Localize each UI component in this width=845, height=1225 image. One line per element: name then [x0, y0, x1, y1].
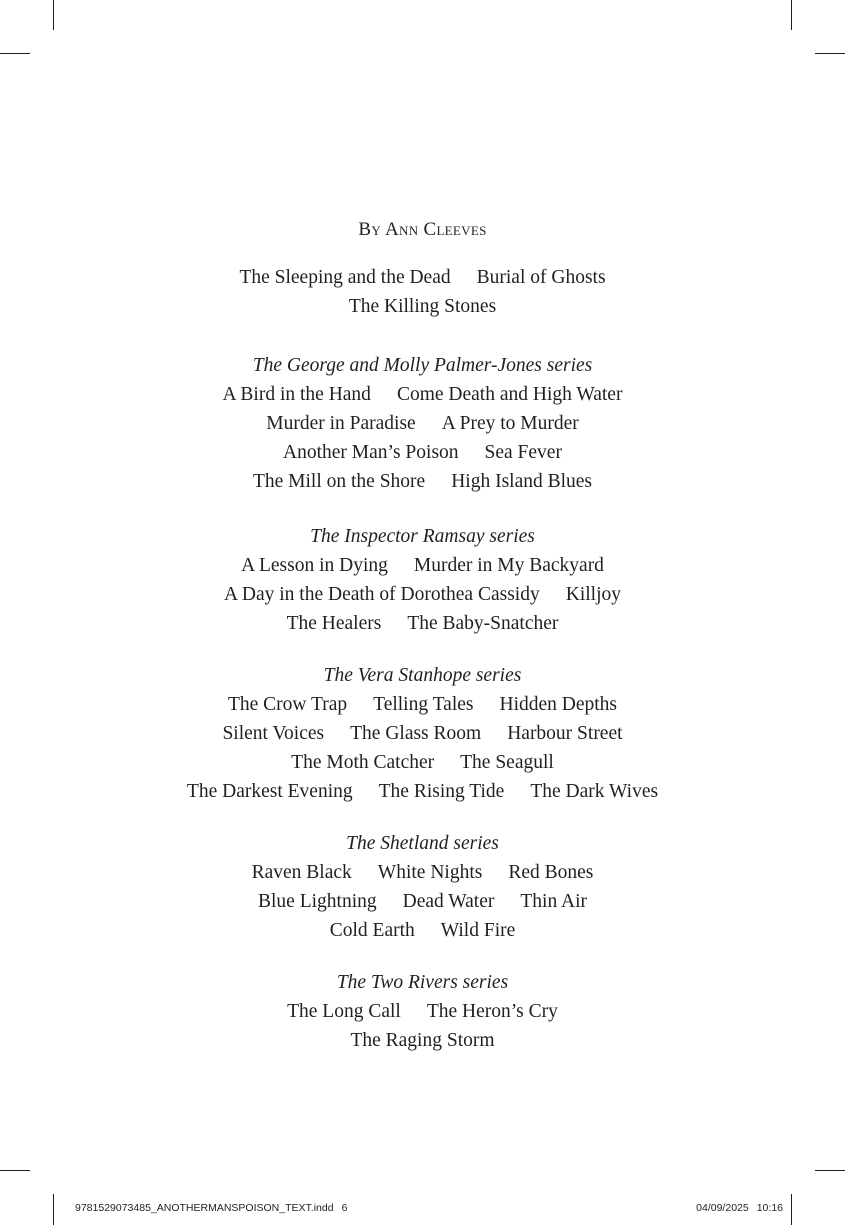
crop-mark-top-left — [53, 0, 54, 30]
series-heading: The George and Molly Palmer-Jones series — [252, 355, 593, 376]
series-heading: The Vera Stanhope series — [323, 665, 522, 686]
book-title: The Sleeping and the Dead — [239, 267, 451, 288]
book-title: The Killing Stones — [348, 296, 497, 317]
series-shetland — [0, 829, 845, 945]
series-vera-stanhope — [0, 661, 845, 806]
book-title: The Mill on the Shore — [252, 471, 426, 492]
book-title: Cold Earth — [329, 920, 415, 941]
title-line — [0, 719, 845, 748]
book-title: A Prey to Murder — [441, 413, 579, 434]
book-title: The Rising Tide — [378, 781, 505, 802]
book-title: Raven Black — [251, 862, 352, 883]
standalone-titles — [0, 263, 845, 321]
title-line — [0, 551, 845, 580]
slug-page-number: 6 — [341, 1202, 348, 1214]
slug-file-info — [75, 1201, 347, 1215]
title-line — [0, 467, 845, 496]
title-line — [0, 690, 845, 719]
author-heading: By Ann Cleeves — [358, 219, 487, 240]
slug-time: 10:16 — [756, 1202, 783, 1214]
book-title: The Glass Room — [350, 723, 482, 744]
book-title: Killjoy — [565, 584, 621, 605]
book-title: Another Man’s Poison — [283, 442, 459, 463]
book-title: Come Death and High Water — [396, 384, 623, 405]
title-line — [0, 858, 845, 887]
book-title: Dead Water — [402, 891, 495, 912]
title-line — [0, 409, 845, 438]
book-title: The Baby-Snatcher — [407, 613, 559, 634]
book-title: Red Bones — [508, 862, 594, 883]
crop-mark-bottom-right — [791, 1194, 792, 1225]
book-title: Silent Voices — [222, 723, 325, 744]
title-line — [0, 887, 845, 916]
title-line — [0, 997, 845, 1026]
crop-mark-bottom-left-horizontal — [0, 1170, 30, 1171]
title-line — [0, 438, 845, 467]
book-title: The Moth Catcher — [291, 752, 435, 773]
crop-mark-bottom-left — [53, 1194, 54, 1225]
book-title: The Long Call — [287, 1001, 401, 1022]
book-title: A Lesson in Dying — [241, 555, 388, 576]
book-title: Burial of Ghosts — [476, 267, 606, 288]
book-title: Harbour Street — [507, 723, 623, 744]
title-line — [0, 263, 845, 292]
book-title: Sea Fever — [484, 442, 562, 463]
book-title: The Heron’s Cry — [426, 1001, 558, 1022]
series-heading: The Inspector Ramsay series — [310, 526, 535, 547]
book-title: Murder in My Backyard — [413, 555, 604, 576]
book-title: Thin Air — [520, 891, 587, 912]
title-line — [0, 916, 845, 945]
slug-filename: 9781529073485_ANOTHERMANSPOISON_TEXT.indd — [75, 1202, 334, 1214]
crop-mark-top-right — [791, 0, 792, 30]
book-title: The Crow Trap — [227, 694, 348, 715]
title-line — [0, 609, 845, 638]
series-palmer-jones — [0, 351, 845, 496]
book-title: Wild Fire — [440, 920, 516, 941]
title-line — [0, 1026, 845, 1055]
book-title: The Healers — [286, 613, 382, 634]
book-title: Hidden Depths — [499, 694, 618, 715]
book-title: A Bird in the Hand — [222, 384, 371, 405]
series-heading: The Two Rivers series — [336, 972, 509, 993]
title-line — [0, 777, 845, 806]
series-inspector-ramsay — [0, 522, 845, 638]
book-title: The Dark Wives — [530, 781, 659, 802]
crop-mark-top-left-horizontal — [0, 53, 30, 54]
book-title: The Darkest Evening — [186, 781, 353, 802]
book-title: A Day in the Death of Dorothea Cassidy — [224, 584, 540, 605]
crop-mark-bottom-right-horizontal — [815, 1170, 845, 1171]
slug-date: 04/09/2025 — [696, 1202, 749, 1214]
title-line — [0, 380, 845, 409]
series-two-rivers — [0, 968, 845, 1055]
book-title: The Seagull — [460, 752, 554, 773]
book-title: White Nights — [377, 862, 483, 883]
crop-mark-top-right-horizontal — [815, 53, 845, 54]
book-title: Blue Lightning — [258, 891, 377, 912]
book-title: Telling Tales — [373, 694, 474, 715]
book-title: The Raging Storm — [350, 1030, 495, 1051]
title-line — [0, 748, 845, 777]
title-line — [0, 580, 845, 609]
slug-timestamp — [696, 1201, 783, 1215]
book-title: Murder in Paradise — [266, 413, 416, 434]
book-title: High Island Blues — [451, 471, 593, 492]
series-heading: The Shetland series — [346, 833, 499, 854]
title-line — [0, 292, 845, 321]
